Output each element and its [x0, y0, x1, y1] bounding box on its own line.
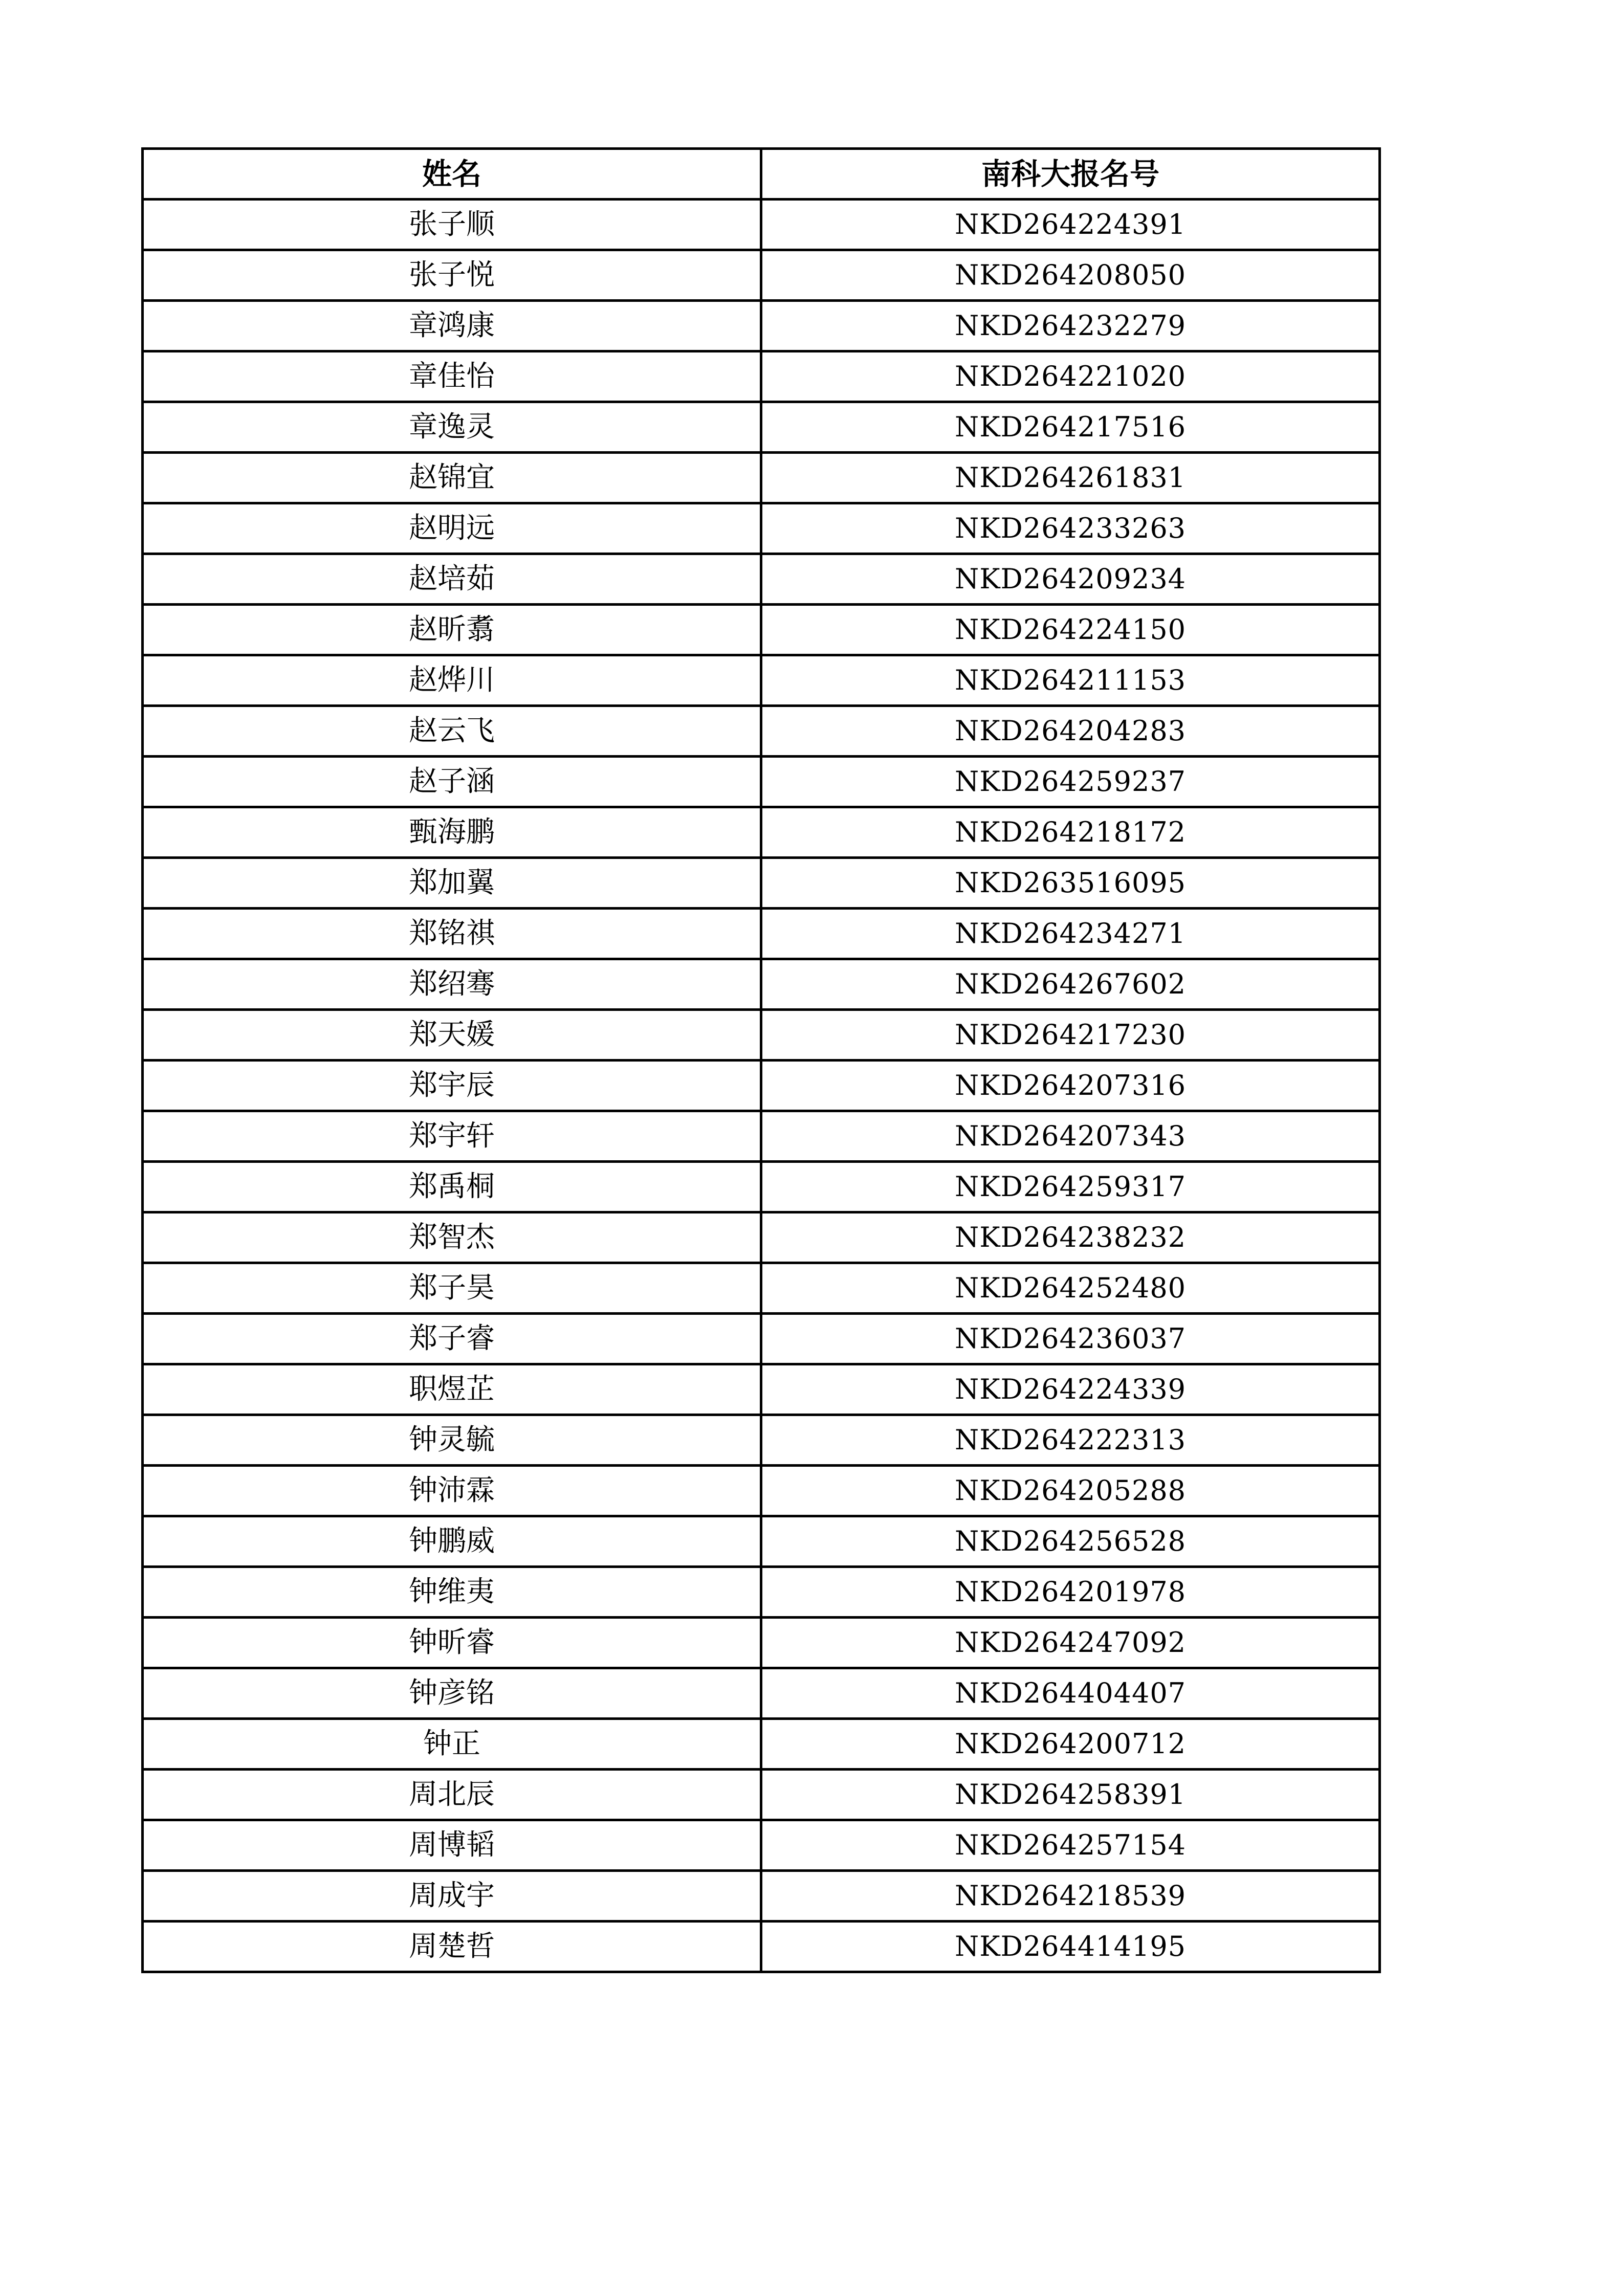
registration-id-cell: NKD264261831: [761, 453, 1380, 503]
table-row: [143, 503, 1380, 554]
registration-id-cell: NKD264222313: [761, 1415, 1380, 1466]
registration-id-cell: NKD264211153: [761, 655, 1380, 706]
student-name-cell: 郑宇辰: [143, 1061, 761, 1111]
table-row: [143, 1364, 1380, 1415]
roster-body: [143, 200, 1380, 1972]
table-row: [143, 351, 1380, 402]
registration-id-cell: NKD264217516: [761, 402, 1380, 453]
student-name-cell: 赵烨川: [143, 655, 761, 706]
registration-id-cell: NKD264204283: [761, 706, 1380, 757]
registration-id-cell: NKD264218172: [761, 807, 1380, 858]
student-name-cell: 赵明远: [143, 503, 761, 554]
table-row: [143, 1415, 1380, 1466]
student-name-cell: 钟彦铭: [143, 1668, 761, 1719]
student-name-cell: 赵昕翥: [143, 605, 761, 655]
student-name-cell: 钟昕睿: [143, 1618, 761, 1668]
student-name-cell: 甄海鹏: [143, 807, 761, 858]
registration-id-cell: NKD264221020: [761, 351, 1380, 402]
table-row: [143, 706, 1380, 757]
registration-id-cell: NKD264207316: [761, 1061, 1380, 1111]
table-row: [143, 1668, 1380, 1719]
student-name-cell: 赵子涵: [143, 757, 761, 807]
registration-id-cell: NKD264224391: [761, 200, 1380, 250]
table-row: [143, 1618, 1380, 1668]
registration-id-cell: NKD264217230: [761, 1010, 1380, 1061]
table-row: [143, 1111, 1380, 1162]
table-row: [143, 1466, 1380, 1516]
student-name-cell: 职煜芷: [143, 1364, 761, 1415]
student-name-cell: 郑宇轩: [143, 1111, 761, 1162]
table-row: [143, 1871, 1380, 1922]
table-row: [143, 1922, 1380, 1972]
registration-id-cell: NKD264232279: [761, 301, 1380, 351]
table-row: [143, 909, 1380, 959]
registration-id-cell: NKD264259317: [761, 1162, 1380, 1212]
registration-id-cell: NKD264233263: [761, 503, 1380, 554]
table-row: [143, 453, 1380, 503]
table-row: [143, 1567, 1380, 1618]
registration-id-cell: NKD263516095: [761, 858, 1380, 909]
registration-id-cell: NKD264414195: [761, 1922, 1380, 1972]
table-row: [143, 1010, 1380, 1061]
student-name-cell: 赵云飞: [143, 706, 761, 757]
student-name-cell: 张子顺: [143, 200, 761, 250]
table-row: [143, 1770, 1380, 1820]
table-row: [143, 1820, 1380, 1871]
table-row: [143, 858, 1380, 909]
student-name-cell: 周博韬: [143, 1820, 761, 1871]
registration-id-cell: NKD264247092: [761, 1618, 1380, 1668]
table-row: [143, 807, 1380, 858]
student-name-cell: 钟灵毓: [143, 1415, 761, 1466]
table-row: [143, 1516, 1380, 1567]
registration-id-cell: NKD264236037: [761, 1314, 1380, 1364]
registration-id-cell: NKD264258391: [761, 1770, 1380, 1820]
registration-id-cell: NKD264209234: [761, 554, 1380, 605]
registration-id-cell: NKD264208050: [761, 250, 1380, 301]
table-row: [143, 1061, 1380, 1111]
student-name-cell: 章佳怡: [143, 351, 761, 402]
registration-id-cell: NKD264252480: [761, 1263, 1380, 1314]
registration-id-cell: NKD264201978: [761, 1567, 1380, 1618]
column-header-name: 姓名: [143, 149, 761, 200]
table-row: [143, 1314, 1380, 1364]
student-name-cell: 赵培茹: [143, 554, 761, 605]
student-name-cell: 钟正: [143, 1719, 761, 1770]
table-row: [143, 757, 1380, 807]
student-name-cell: 郑智杰: [143, 1212, 761, 1263]
registration-id-cell: NKD264224150: [761, 605, 1380, 655]
registration-id-cell: NKD264256528: [761, 1516, 1380, 1567]
table-row: [143, 402, 1380, 453]
registration-id-cell: NKD264257154: [761, 1820, 1380, 1871]
table-row: [143, 1162, 1380, 1212]
registration-id-cell: NKD264238232: [761, 1212, 1380, 1263]
student-name-cell: 张子悦: [143, 250, 761, 301]
registration-id-cell: NKD264259237: [761, 757, 1380, 807]
student-name-cell: 郑绍骞: [143, 959, 761, 1010]
table-row: [143, 301, 1380, 351]
student-name-cell: 郑禹桐: [143, 1162, 761, 1212]
header-row: [143, 149, 1380, 200]
roster-table: [141, 147, 1381, 1973]
table-row: [143, 554, 1380, 605]
student-name-cell: 郑子睿: [143, 1314, 761, 1364]
registration-id-cell: NKD264200712: [761, 1719, 1380, 1770]
student-name-cell: 钟鹏威: [143, 1516, 761, 1567]
table-row: [143, 1263, 1380, 1314]
table-row: [143, 959, 1380, 1010]
table-row: [143, 1212, 1380, 1263]
registration-id-cell: NKD264205288: [761, 1466, 1380, 1516]
student-name-cell: 章逸灵: [143, 402, 761, 453]
table-row: [143, 250, 1380, 301]
table-row: [143, 1719, 1380, 1770]
student-name-cell: 周成宇: [143, 1871, 761, 1922]
registration-id-cell: NKD264218539: [761, 1871, 1380, 1922]
student-name-cell: 章鸿康: [143, 301, 761, 351]
registration-id-cell: NKD264404407: [761, 1668, 1380, 1719]
student-name-cell: 郑天媛: [143, 1010, 761, 1061]
student-name-cell: 郑铭祺: [143, 909, 761, 959]
student-name-cell: 郑加翼: [143, 858, 761, 909]
student-name-cell: 周北辰: [143, 1770, 761, 1820]
registration-id-cell: NKD264207343: [761, 1111, 1380, 1162]
roster-sheet: [141, 147, 1378, 1973]
registration-id-cell: NKD264267602: [761, 959, 1380, 1010]
student-name-cell: 钟维夷: [143, 1567, 761, 1618]
table-row: [143, 655, 1380, 706]
table-row: [143, 605, 1380, 655]
table-row: [143, 200, 1380, 250]
student-name-cell: 郑子昊: [143, 1263, 761, 1314]
student-name-cell: 赵锦宜: [143, 453, 761, 503]
student-name-cell: 周楚哲: [143, 1922, 761, 1972]
student-name-cell: 钟沛霖: [143, 1466, 761, 1516]
registration-id-cell: NKD264234271: [761, 909, 1380, 959]
column-header-registration-id: 南科大报名号: [761, 149, 1380, 200]
registration-id-cell: NKD264224339: [761, 1364, 1380, 1415]
